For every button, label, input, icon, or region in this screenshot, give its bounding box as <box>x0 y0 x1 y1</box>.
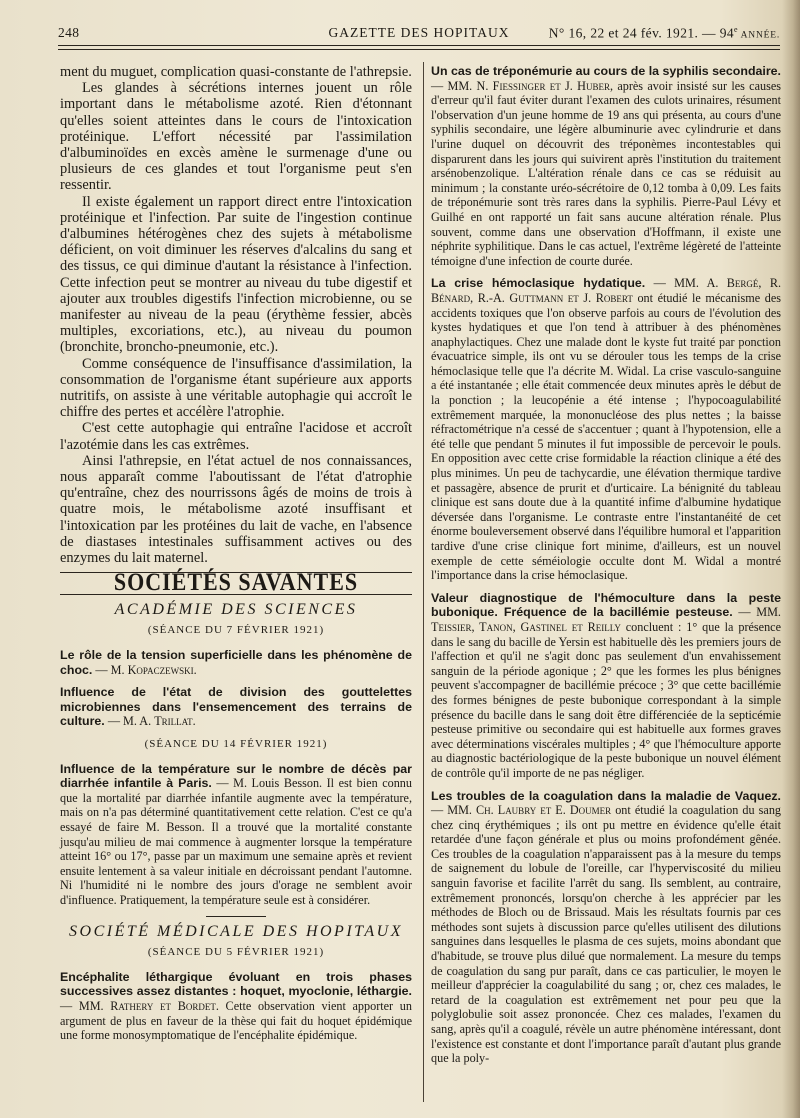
left-paragraph-5: C'est cette autophagie qui entraîne l'acidose et accroît l'azotémie dans les cas extrêmes. <box>60 420 412 453</box>
entry-title: Le rôle de la tension superficielle dans les phénomène de choc. <box>60 648 412 677</box>
issue-annee: ANNÉE. <box>737 30 780 41</box>
page-edge-shadow <box>782 0 800 1118</box>
left-paragraph-6: Ainsi l'athrepsie, en l'état actuel de nos connaissances, nous apparaît comme l'aboutissant de l'état d'atrophie qu'entraîne, chez des nourrissons âgés de moins de trois à quatre mois, le métabolisme azoté insuffisant et l'intoxication par les protéines du lait de vache, en l'absence de diastases intestinales suffisamment actives ou des enzymes du lait maternel. <box>60 452 412 567</box>
article-text: concluent : 1° que la présence dans le sang du bacille de Yersin est habituelle dès les premiers jours de l'affection et qu'il ne s'agit donc pas seulement d'un envahissement sanguin de la période agonique ; 2° que les formes les plus bénignes peuvent s'accompagner de bacillémie précoce ; 3° que cette bacillémie des formes bénignes de peste bubonique correspondant à la simple présence du bacille dans le sang doit être différenciée de la septicémie pesteuse primitive ou secondaire qui est habituelle aux formes graves avec déterminations viscérales multiples ; 4° que l'hémoculture apporte au diagnostic bactériologique de la peste bubonique un nouvel élément de contrôle qu'il importe de ne pas négliger. <box>431 619 781 780</box>
article-coagulation-vaquez <box>431 789 781 1066</box>
entry-temperature-deces <box>60 762 412 908</box>
left-paragraph-3: Il existe également un rapport direct entre l'intoxication protéinique et l'infection. Par suite de l'ingestion continue d'albumines hétérogènes chez des sujets à métabolisme déficient, on voit diminuer les réserves d'alcalins du sang et des tissus, ce qui diminue d'autant la résistance à l'infection. Cette infection peut se montrer au niveau du tube digestif et ajouter aux troubles digestifs l'infection microbienne, ou se manifester au niveau de la peau (érythème fessier, abcès multiples, excoriations, etc.), au niveau du poumon (bronchite, broncho-pneumonie, etc.). <box>60 193 412 356</box>
societe-heading: SOCIÉTÉ MÉDICALE DES HOPITAUX <box>69 922 403 940</box>
short-rule <box>206 916 266 917</box>
article-text: après avoir insisté sur les causes d'erreur qu'il faut éviter durant l'examen des culots urinaires, résument l'observation d'un jeune homme de 19 ans qui présenta, au cours d'une syphilis secondaire, une légère albuminurie avec cylindrurie et dans l'urine duquel on découvrit des tréponèmes incontestables qui disparurent dans les jours qui suivirent après l'institution du traitement arsénobenzolique. L'altération rénale dans ce cas se réduisit au minimum ; la constante uréo-sécrétoire de 0,12 tomba à 0,09. Les faits de tréponémurie sont très rares dans la syphilis. Pierre-Paul Lévy et Guilhé en ont rapporté un fait sans aucune altération rénale. Plus souvent, comme dans une observation d'Hoffmann, il existe une néphrite syphilitique. Dans le cas actuel, l'extrême légèreté de l'atteinte témoigne d'une infection de courte durée. <box>431 78 781 268</box>
entry-sep: — M. <box>92 662 128 677</box>
article-authors: — MM. Teissier, Tanon, Gastinel et Reilly <box>431 605 781 634</box>
left-column <box>60 64 412 1051</box>
seance-date-1: (SÉANCE DU 7 FÉVRIER 1921) <box>147 624 325 637</box>
section-title: SOCIÉTÉS SAVANTES <box>113 567 359 597</box>
entry-sep: — MM. <box>60 998 111 1013</box>
article-hemoculture-peste <box>431 591 781 781</box>
seance-date-3: (SÉANCE DU 5 FÉVRIER 1921) <box>147 946 325 959</box>
entry-title: Encéphalite léthargique évoluant en trois phases successives assez distantes : hoquet, myoclonie, léthargie. <box>60 969 412 999</box>
entry-encephalite <box>60 970 412 1043</box>
entry-text: — M. Louis Besson. Il est bien connu que la mortalité par diarrhée infantile augmente avec la température, mais on n'a pas déterminé quantitativement cette relation. C'est ce qu'a essayé de faire M. Besson. Il a trouvé que la mortalité constante jusqu'au milieu de mai commence à augmenter lorsque la température atteint 16° ou 17°, passe par un maximum une semaine après et revient ensuite lentement à sa valeur initiale en décroissant pendant l'automne. Ni l'humidité ni le nombre des jours d'orage ne semblent avoir d'influence. Pratiquement, la température seule est à considérer. <box>60 776 412 907</box>
entry-author: Trillat. <box>154 714 196 729</box>
article-text: ont étudié le mécanisme des accidents toxiques que l'on observe parfois au cours de l'évolution des kystes hydatiques et que l'on tend à attribuer à des phénomènes anaphylactiques. Chez une malade dont le kyste fut traité par ponction évacuatrice simple, ils ont vu se dérouler tous les temps de la crise hémoclasique telle que l'a décrite M. Widal. La crise vasculo-sanguine a été instantanée ; elle était commencée deux minutes après le début de la ponction ; la leucopénie a été intense ; l'hypocoagulabilité extrêmement marquée, la mononucléose des plus nettes ; la baisse réfractométrique n'a cessé de s'accentuer ; quant à l'hypotension, elle a été telle que pendant 5 minutes il fut impossible de percevoir le pouls. En opposition avec cette crise formidable la réaction clinique a été des plus minimes. Un peu de tachycardie, une élévation thermique tardive et passagère, absence de prurit et d'urticaire. La bénignité du tableau clinique est sans doute due à la quantité infime d'albumine hydatique déversée dans l'organisme. Le contraste entre l'instantanéité de cet énorme bouleversement observé dans l'équilibre humoral et l'apparition tardive d'une crise clinique fort minime, d'ailleurs, est un nouvel exemple de cette séméiologie occulte dont M. Widal a montré l'importance dans la crise hémoclasique. <box>431 290 781 583</box>
academie-heading: ACADÉMIE DES SCIENCES <box>114 600 358 618</box>
entry-title: Influence de la température sur le nombre de décès par diarrhée infantile à Paris. <box>60 761 412 791</box>
article-title: La crise hémoclasique hydatique. <box>431 276 646 291</box>
left-paragraph-1: ment du muguet, complication quasi-constante de l'athrepsie. <box>60 64 412 80</box>
left-paragraph-4: Comme conséquence de l'insuffisance d'assimilation, la consommation de l'organisme étant supérieure aux apports nutritifs, on assiste à une véritable autophagie qui accroît le chiffre des pertes et accélère l'atrophie. <box>60 355 412 421</box>
right-column <box>431 64 781 1074</box>
journal-title: GAZETTE DES HOPITAUX <box>328 25 510 40</box>
page-header <box>58 22 780 44</box>
entry-authors: Rathery et Bordet. <box>110 998 219 1013</box>
entry-gouttelettes <box>60 685 412 729</box>
article-authors: — MM. Ch. Laubry et E. Doumer <box>431 803 612 818</box>
page-number: 248 <box>58 25 80 40</box>
entry-sep: — M. A. <box>104 714 155 729</box>
article-authors: — MM. N. Fiessinger et J. Huber, <box>431 78 614 93</box>
entry-tension-superficielle <box>60 648 412 677</box>
seance-date-2: (SÉANCE DU 14 FÉVRIER 1921) <box>144 738 328 751</box>
article-authors: — MM. A. Bergé, R. Bénard, R.-A. Guttmann et J. Robert <box>431 276 781 305</box>
article-title: Les troubles de la coagulation dans la maladie de Vaquez. <box>431 788 781 803</box>
issue-info <box>549 25 780 42</box>
header-rule-thick <box>58 45 780 46</box>
article-title: Un cas de tréponémurie au cours de la syphilis secondaire. <box>431 64 781 78</box>
entry-author: Kopaczewski. <box>127 662 197 677</box>
entry-title: Influence de l'état de division des gouttelettes microbiennes dans l'ensemencement des terrains de culture. <box>60 685 412 729</box>
issue-sup: e <box>734 25 738 34</box>
issue-date: N° 16, 22 et 24 fév. 1921. — 94 <box>548 25 735 41</box>
header-rule-thin <box>58 49 780 50</box>
article-treponemurie <box>431 64 781 268</box>
entry-text: Cette observation vient apporter un argument de plus en faveur de la thèse qui fait du hoquet épidémique une forme monosymptomatique de l'encéphalite épidémique. <box>60 998 412 1043</box>
article-text: ont étudié la coagulation du sang chez cinq érythémiques ; ils ont pu mettre en évidence qu'elle était retardée d'une façon générale et plus ou moins profondément gênée. Ces troubles de la coagulation n'apparaissent pas à la mesure du temps de saignement du lobule de l'oreille, car l'hyperviscosité du milieu sanguin favorise et facilite l'arrêt du sang. Ils semblent, au contraire, extrêmement prononcés, lorsqu'on cherche à les apprécier par les méthodes de Bloch ou de Brissaud. Mais les résultats fournis par ces méthodes sont sujets à discussion parce qu'elles utilisent des dilutions sanguines dans lesquelles le plasma de ces sujets, moins abondant que d'habitude, se trouve plus dilué que normalement. La mesure du temps de coagulation du sang pur paraît, dans ce cas particulier, le moyen le meilleur d'apprécier la coagulabilité du sang ; or, chez ces malades, le retard de la coagulation est extrêmement net pour peu que la polyglobulie soit assez prononcée. Chez ces malades, l'examen du sang, après qu'il a coagulé, révèle un autre phénomène intéressant, dont l'existence est constante et dont l'importance paraît d'autant plus grande que la poly- <box>431 803 782 1066</box>
left-paragraph-2: Les glandes à sécrétions internes jouent un rôle important dans le métabolisme azoté. Rien d'étonnant qu'elles soient atteintes dans le cours de l'intoxication protéinique. L'effort nécessité par l'assimilation d'albuminoïdes en excès amène le surmenage d'une ou plusieurs de ces glandes et tout l'organisme peut s'en ressentir. <box>60 80 412 194</box>
article-crise-hemoclasique <box>431 276 781 582</box>
article-title: Valeur diagnostique de l'hémoculture dans la peste bubonique. Fréquence de la bacillémie pesteuse. <box>431 590 781 620</box>
column-divider <box>423 62 424 1102</box>
